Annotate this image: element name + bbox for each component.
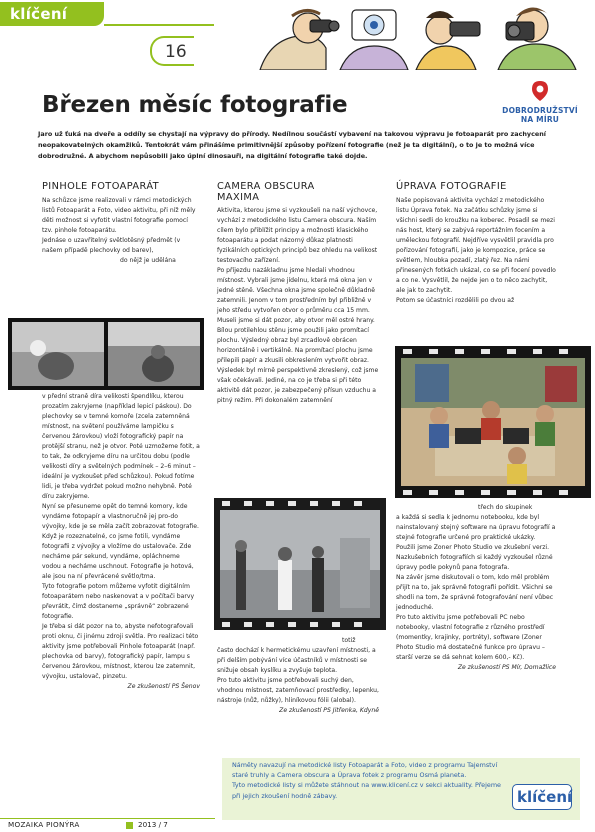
pinhole-photos <box>8 318 204 390</box>
page-header <box>0 0 595 70</box>
uprava-p4: Na závěr jsme diskutovali o tom, kdo měl problém přijít na to, jak správně fotografii pořídit. Všichni se shodli na tom, že správné fotografování není vůbec jednoduché. <box>396 574 554 611</box>
issue-number: 2013 / 7 <box>138 820 168 829</box>
info-box <box>222 758 580 820</box>
pinhole-p5: Tyto fotografie potom můžeme vyfotit digitálním fotoaparátem nebo naskenovat a v počítači barvy převrátit, čímž dostaneme „správně“ zobrazené fotografie. <box>42 583 195 620</box>
camera-p2: Po příjezdu nazákladnu jsme hledali vhodnou místnost. Vybrali jsme jídelnu, která má okna jen v jedné stěně. Všechna okna jsme společně důkladně zatemnili. Jenom v tom prostředním byl přibližně v jeho středu vytvořen otvor o průměru cca 15 mm. Museli jsme si dát pozor, aby otvor měl ostré hrany. Bílou protilehlou stěnu jsme použili jako promítací plochu. Výsledný obraz byl zrcadlově obrácen horizontálně i vertikálně. Na promítací plochu jsme přilepili papír a zkusili obkreslením vytvořit obraz. Výsledek byl mírně perspektivně zkreslený, což jsme však očekávali. Jediné, na co je třeba si při této aktivitě dát pozor, je zabezpečený přísun vzduchu a pitný režim. Při dokonalém zatemnění <box>217 267 379 404</box>
badge-line1: DOBRODRUŽSTVÍ <box>502 106 578 115</box>
pinhole-text-top <box>42 196 200 266</box>
camera-p1: Aktivita, kterou jsme si vyzkoušeli na naší výchovce, vychází z metodického listu Camera obscura. Naším cílem bylo přiblížit principy a možnosti klasického fotoaparátu a podat názorný důkaz platnosti fyzikálních optických principů bez ohledu na velikost testovacího zařízení. <box>217 207 378 264</box>
uprava-p3a: třech do skupinek <box>478 504 533 511</box>
header-rule <box>104 24 214 26</box>
badge-line2: NA MÍRU <box>520 115 560 124</box>
camera-obscura-photo <box>214 498 386 630</box>
info-box-text <box>232 760 504 801</box>
camera-text-bottom <box>217 646 379 716</box>
pinhole-p3: v přední straně díra velikosti špendlíku, kterou prozatím zakryjeme (například lepicí páskou). Do plechovky se v temné komoře (zcela zatemněná místnost, na světení používáme lampičku s červenou žárovkou) vloží fotografický papír na protější stranu, než je otvor. Poté uzmožeme fotit, a to tak, že odkryjeme díru na určitou dobu (podle velikosti díry a světelných podmínek – 2–6 minut – ideální je vyzkoušet před schůzkou). Pokud fotíme lidi, je třeba vydržet pokud možno nehybně. Poté díru zakryjeme. <box>42 393 200 500</box>
camera-heading-line2: MAXIMA <box>217 192 260 203</box>
camera-heading <box>217 181 315 203</box>
uprava-text-bottom <box>396 513 556 673</box>
camera-p3a: totiž <box>342 637 356 644</box>
photographers-illustration <box>240 0 590 70</box>
article-title: Březen měsíc fotografie <box>42 92 348 118</box>
uprava-p5: Pro tuto aktivitu jsme potřebovali PC nebo notebooky, vlastní fotografie z různého prostředí (momentky, krajinky, portréty), software (Zoner Photo Studio má dostatečné funkce pro úpravu – starší verze se dá sehnat kolem 600,- Kč). <box>396 614 545 661</box>
uprava-photo <box>395 346 591 498</box>
badge-dobrodruzstvi <box>497 80 583 124</box>
pinhole-credit: Ze zkušeností PS Šenov <box>127 683 200 690</box>
pinhole-p6: Je třeba si dát pozor na to, abyste nefotografovali proti oknu, či jinému zdroji světla. Pro realizaci této aktivity jsme potřebovali Pinhole fotoaparát (např. plechovka od barvy), fotografický papír, lampu s červenou žárovkou, místnost, kterou lze zatemnit, vývojku, ustalovač, pinzetu. <box>42 623 199 680</box>
camera-heading-line1: CAMERA OBSCURA <box>217 181 315 192</box>
uprava-p3b: a každá si sedla k jednomu notebooku, kde byl nainstalovaný stejný software na úpravu fotografií a stejné fotografie určené pro praktické ukázky. Použili jsme Zoner Photo Studio ve zkušební verzi. Nazkušebních fotografiích si každý vyzkoušel různé úpravy podle pokynů pana fotografa. <box>396 514 556 571</box>
brand-name: klíčení <box>10 5 68 23</box>
page-number: 16 <box>165 42 187 62</box>
pinhole-p1: Na schůzce jsme realizovali v rámci metodických listů Fotoaparát a Foto, video aktivitu, při níž měly děti možnost si vyfotit vlastní fotografie pomocí tzv. pinhole fotoaparátu. <box>42 197 196 234</box>
footer-square-icon <box>126 822 133 829</box>
camera-p4: Pro tuto aktivitu jsme potřebovali suchý den, vhodnou místnost, zatemňovací prostředky, lepenku, nástroje (nůž, nůžky), hliníkovou fólii (alobal). <box>217 677 379 704</box>
uprava-p2: Potom se účastníci rozdělili po dvou až <box>396 297 515 304</box>
footer-rule <box>0 818 215 819</box>
pinhole-text-bottom <box>42 392 200 692</box>
uprava-text-top <box>396 196 556 306</box>
page-number-box <box>150 36 194 66</box>
uprava-heading: ÚPRAVA FOTOGRAFIE <box>396 181 507 192</box>
brand-tab <box>0 2 104 26</box>
magazine-name: MOZAIKA PIONÝRA <box>8 820 80 829</box>
article-intro <box>38 129 583 162</box>
camera-text-top <box>217 206 379 406</box>
camera-p3b: často dochází k hermetickému uzavření místnosti, a při delším pobývání více účastníků v místnosti se snižuje obsah kyslíku a zvyšuje teplota. <box>217 647 376 674</box>
uprava-credit: Ze zkušeností PS Mír, Domažlice <box>457 664 556 671</box>
klicenii-logo-text: klíčení <box>517 788 573 806</box>
info-box-text1: Náměty navazují na metodické listy Fotoaparát a Foto, video z programu Tajemství staré truhly a Camera obscura a Úprava fotek z programu Osmá planeta. <box>232 761 498 780</box>
pinhole-heading: PINHOLE FOTOAPARÁT <box>42 181 160 192</box>
page-footer <box>0 817 595 832</box>
badge-emblem-icon <box>529 80 551 102</box>
uprava-p1: Naše popisovaná aktivita vychází z metodického listu Úprava fotek. Na začátku schůzky jsme si všichni sedli do kroužku na koberec. Posadil se mezi nás host, který se zabývá reportážním focením a uměleckou fotografií. Nejdříve vysvětlil pravidla pro pořizování fotografií, jako je kompozice, práce se světlem, hloubka pozadí, zlatý řez. Na námi přinesených fotkách ukázal, co se při focení povedlo a co ne. Vysvětlil, že nejde jen o to něco zachytit, ale jak to zachytit. <box>396 197 556 294</box>
klicenii-logo <box>512 784 572 810</box>
info-box-text2[interactable]: Tyto metodické listy si můžete stáhnout na www.klicení.cz v sekci aktuality. Přejeme při jejich zkoušení hodně zábavy. <box>232 781 501 800</box>
pinhole-p4: Nyní se přesuneme opět do temné komory, kde vyndáme fotopapír a vlastnoručně jej pro-do vývojky, kde je se měla začít zobrazovat fotografie. Když je rozeznatelné, co jsme fotili, vyndáme fotografii z vývojky a vložíme do ustalovače. Zde necháme pár sekund, vyndáme, opláchneme vodou a necháme uschnout. Fotografie je hotová, ale jsou na ní převrácené světlo/tma. <box>42 503 199 580</box>
intro-text: Jaro už ťuká na dveře a oddíly se chystají na výpravy do přírody. Nedílnou součástí vybavení na takovou výpravu je fotoaparát pro zachycení neopakovatelných okamžiků. Tentokrát vám přinášíme primitivnější způsoby pořízení fotografie (než je ta digitální), o to je to možná více dobrodružné. A abychom nepůsobili jako úplní dinosauři, na digitální fotografie také dojde. <box>38 130 546 160</box>
pinhole-p2b: do nějž je udělána <box>120 257 176 264</box>
pinhole-p2a: Jednáse o uzavřitelný světlotěsný předmět (v našem případě plechovky od barev), <box>42 237 181 254</box>
camera-credit: Ze zkušeností PS Jitřenka, Kdyně <box>279 707 379 714</box>
